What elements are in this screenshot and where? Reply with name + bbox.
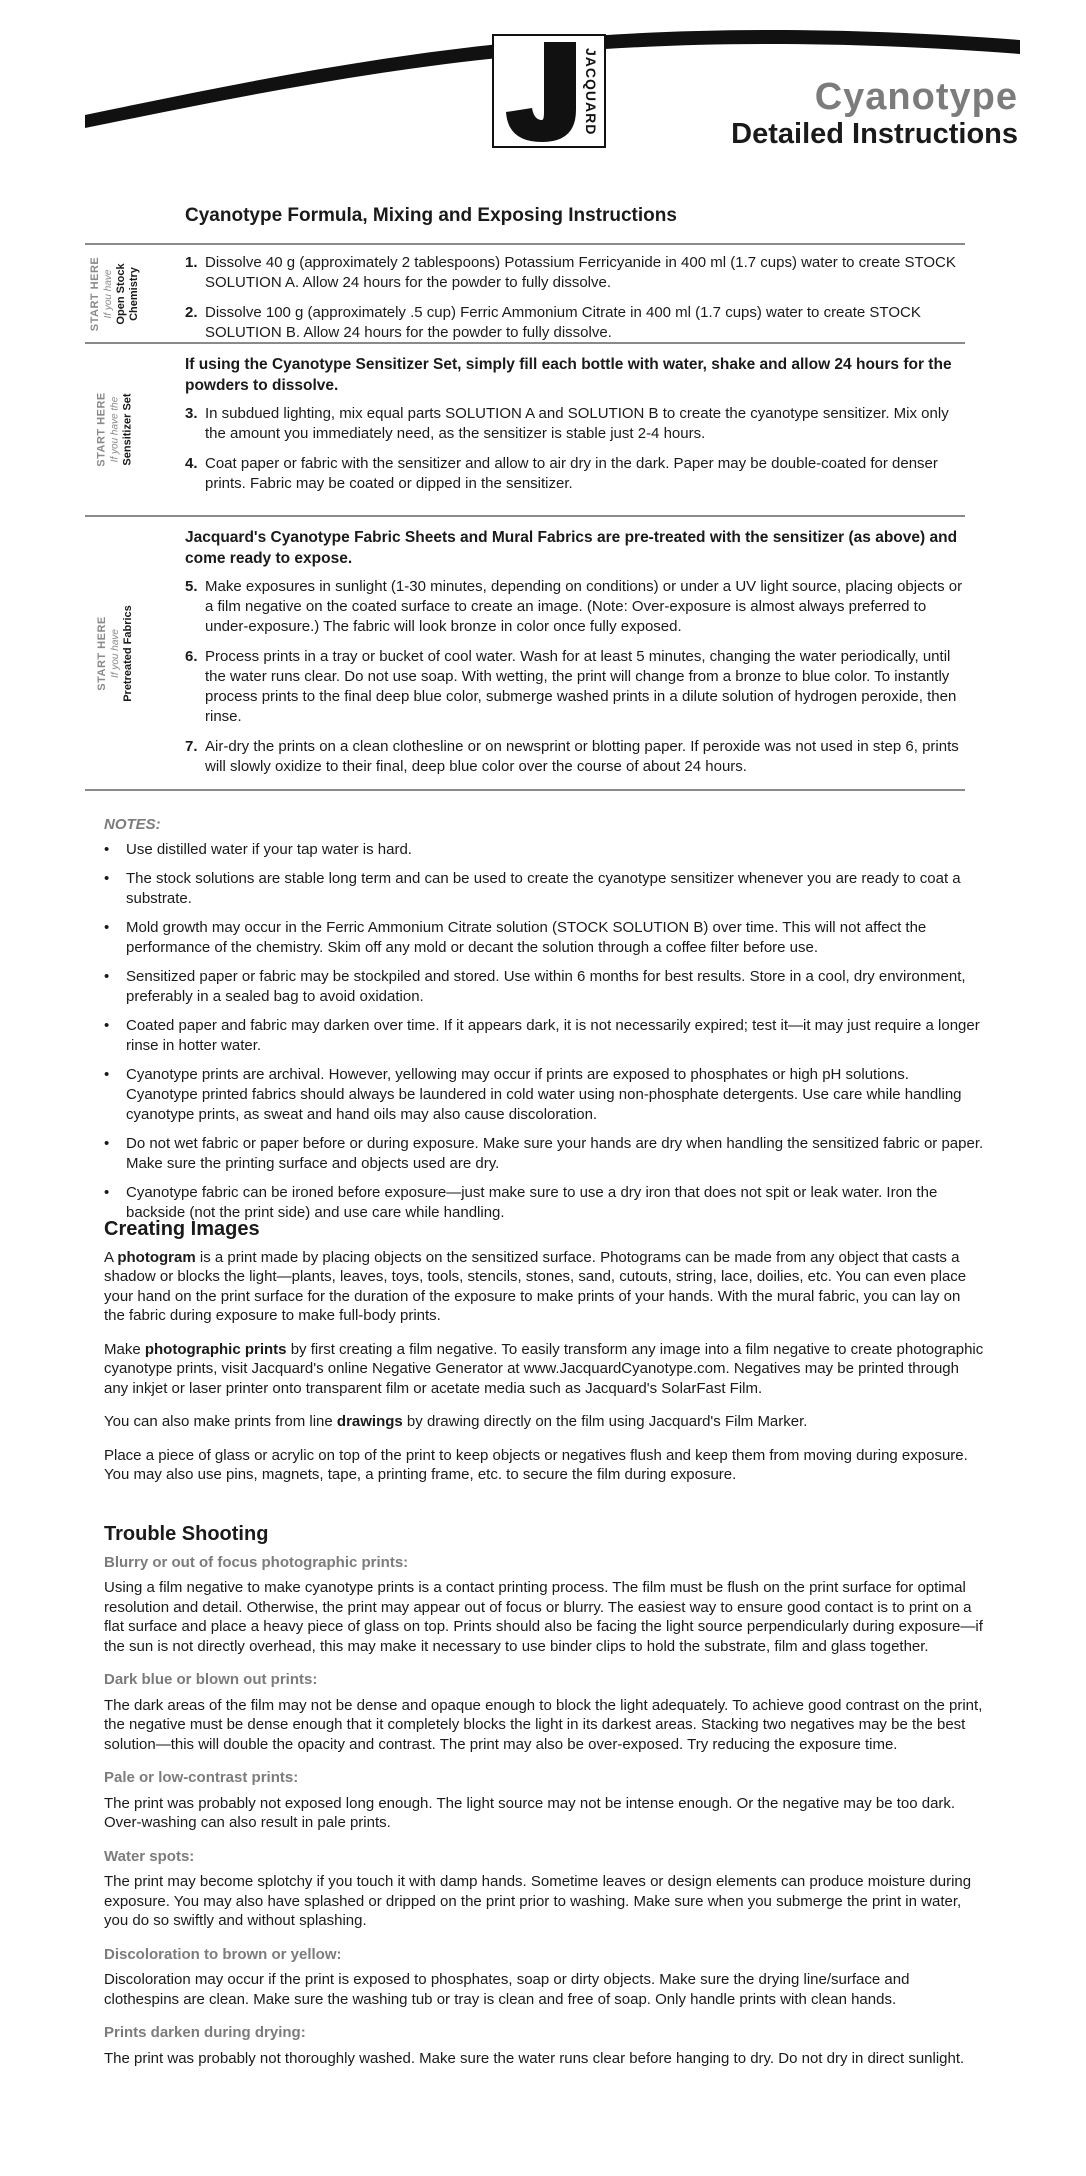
bullet-icon: •	[104, 1135, 110, 1152]
step-number: 5.	[185, 578, 198, 595]
issue-title: Pale or low-contrast prints:	[104, 1769, 299, 1786]
note-item	[104, 840, 984, 860]
note-item	[104, 918, 984, 958]
document-title: Cyanotype	[814, 76, 1018, 118]
bullet-icon: •	[104, 870, 110, 887]
step-text: In subdued lighting, mix equal parts SOLUTION A and SOLUTION B to create the cyanotype sensitizer. Mix only the amount you immediately need, as the sensitizer is stable just 2-4 hours.	[205, 405, 949, 442]
j-letter-logo-mark	[504, 42, 578, 142]
issue-title: Dark blue or blown out prints:	[104, 1671, 318, 1688]
bold-term: drawings	[336, 1413, 403, 1430]
note-text: Cyanotype fabric can be ironed before exposure—just make sure to use a dry iron that does not spit or leak water. Iron the backside (not the print side) and use care while handling.	[126, 1184, 938, 1221]
side-label-top: START HERE	[95, 392, 108, 467]
creating-images-section	[104, 1220, 984, 1499]
bullet-icon: •	[104, 919, 110, 936]
brand-wordmark: JACQUARD	[583, 48, 599, 136]
side-label-top: START HERE	[95, 615, 108, 691]
step-text: Make exposures in sunlight (1-30 minutes, depending on conditions) or under a UV light source, placing objects or a film negative on the coated surface to create an image. (Note: Over-exposure is almost always preferred to under-exposure.) The fabric will look bronze in color once fully exposed.	[205, 578, 963, 635]
paragraph	[104, 1340, 984, 1399]
step-item	[185, 253, 965, 293]
side-label-mid: If you have	[109, 628, 121, 678]
issue-text: The print may become splotchy if you touch it with damp hands. Sometime leaves or design elements can produce moisture during exposure. You may also have splashed or dripped on the print prior to washing. Make sure when you submerge the print in water, you do so swiftly and without splashing.	[104, 1873, 972, 1929]
section-lead: If using the Cyanotype Sensitizer Set, simply fill each bottle with water, shake and allow 24 hours for the powders to dissolve.	[185, 356, 952, 394]
step-text: Process prints in a tray or bucket of cool water. Wash for at least 5 minutes, changing the water periodically, until the water runs clear. Do not use soap. With wetting, the print will change from a bronze to blue color. To instantly process prints to the final deep blue color, submerge washed prints in a dilute solution of hydrogen peroxide, then rinse.	[205, 648, 957, 725]
note-item	[104, 1183, 984, 1223]
note-text: Use distilled water if your tap water is hard.	[126, 841, 412, 858]
creating-images-heading: Creating Images	[104, 1218, 260, 1240]
issue-title: Water spots:	[104, 1847, 195, 1865]
step-number: 6.	[185, 648, 198, 665]
note-text: Cyanotype prints are archival. However, yellowing may occur if prints are exposed to phosphates or high pH solutions. Cyanotype printed fabrics should always be laundered in cold water using non-phosphate detergents. Use care while handling cyanotype prints, as sweat and hand oils may also cause discoloration.	[126, 1066, 962, 1123]
step-number: 1.	[185, 254, 198, 271]
step-number: 7.	[185, 738, 198, 755]
side-label	[85, 344, 145, 515]
note-text: Coated paper and fabric may darken over time. If it appears dark, it is not necessarily expired; test it—it may just require a longer rinse in hotter water.	[126, 1017, 980, 1054]
bullet-icon: •	[104, 968, 110, 985]
paragraph: Place a piece of glass or acrylic on top of the print to keep objects or negatives flush and keep them from moving during exposure. You may also use pins, magnets, tape, a printing frame, etc. to secure the film during exposure.	[104, 1446, 968, 1483]
side-label	[85, 245, 145, 342]
note-text: The stock solutions are stable long term and can be used to create the cyanotype sensitizer whenever you are ready to coat a substrate.	[126, 870, 961, 907]
text: by first creating a film negative. To easily transform any image into a film negative to create photographic cyanotype prints, visit Jacquard's online Negative Generator at www.JacquardCyanotype.com. Negatives may be printed through any inkjet or laser printer onto transparent film or acetate media such as Jacquard's SolarFast Film.	[104, 1340, 984, 1397]
notes-heading: NOTES:	[104, 816, 161, 833]
note-item	[104, 1134, 984, 1174]
side-label-mid: If you have	[103, 269, 114, 318]
note-item	[104, 869, 984, 909]
note-text: Mold growth may occur in the Ferric Ammonium Citrate solution (STOCK SOLUTION B) over time. This will not affect the performance of the chemistry. Skim off any mold or decant the solution through a coffee filter before use.	[126, 919, 927, 956]
side-label-mid: If you have the	[109, 396, 121, 463]
step-item	[185, 647, 965, 727]
paragraph	[104, 1248, 984, 1326]
paragraph	[104, 1412, 984, 1432]
step-item	[185, 577, 965, 637]
side-label-bottom: Sensitizer Set	[121, 393, 134, 466]
issue-text: The dark areas of the film may not be dense and opaque enough to block the light adequately. To achieve good contrast on the print, the negative must be dense enough that it completely blocks the light in its darkest areas. Stacking two negatives may be the best solution—this will double the opacity and contrast. The print may also be over-exposed. Try reducing the exposure time.	[104, 1696, 983, 1753]
side-label-bottom: Pretreated Fabrics	[121, 604, 134, 702]
issue-title: Blurry or out of focus photographic prints:	[104, 1553, 409, 1571]
note-text: Sensitized paper or fabric may be stockpiled and stored. Use within 6 months for best results. Store in a cool, dry environment, preferably in a sealed bag to avoid oxidation.	[126, 968, 966, 1005]
step-item	[185, 404, 965, 444]
jacquard-logo	[492, 34, 606, 148]
side-label-bottom: Open Stock	[115, 262, 127, 325]
bullet-icon: •	[104, 1184, 110, 1201]
bullet-icon: •	[104, 1066, 110, 1083]
step-number: 2.	[185, 304, 198, 321]
issue-title: Prints darken during drying:	[104, 2024, 306, 2041]
bold-term: photogram	[117, 1248, 196, 1266]
bullet-icon: •	[104, 841, 110, 858]
step-item	[185, 454, 965, 494]
step-text: Air-dry the prints on a clean clothesline or on newsprint or blotting paper. If peroxide was not used in step 6, prints will slowly oxidize to their final, deep blue color over the course of about 24 hours.	[205, 738, 959, 775]
bold-term: photographic prints	[144, 1340, 287, 1358]
issue-title: Discoloration to brown or yellow:	[104, 1945, 342, 1963]
text: is a print made by placing objects on the sensitized surface. Photograms can be made from any object that casts a shadow or blocks the light—plants, leaves, toys, tools, stencils, stones, sand, cutouts, string, lace, doilies, etc. You can even place your hand on the print surface for the duration of the exposure to make prints of your hands. With the mural fabric, you can lay on the fabric during exposure to make full-body prints.	[104, 1248, 967, 1324]
step-text: Coat paper or fabric with the sensitizer and allow to air dry in the dark. Paper may be double-coated for denser prints. Fabric may be coated or dipped in the sensitizer.	[205, 455, 938, 492]
trouble-shooting-heading: Trouble Shooting	[104, 1523, 269, 1545]
note-item	[104, 1016, 984, 1056]
section-lead: Jacquard's Cyanotype Fabric Sheets and Mural Fabrics are pre-treated with the sensitizer (as above) and come ready to expose.	[185, 529, 958, 567]
issue-text: Discoloration may occur if the print is exposed to phosphates, soap or dirty objects. Make sure the drying line/surface and clothespins are clean. Make sure the washing tub or tray is clean and free of soap. Only handle prints with clean hands.	[104, 1971, 910, 2008]
note-item	[104, 967, 984, 1007]
bullet-icon: •	[104, 1017, 110, 1034]
text: A	[104, 1248, 118, 1266]
section-open-stock	[85, 243, 965, 342]
trouble-shooting-section	[104, 1525, 984, 2082]
section-pretreated-fabrics	[85, 515, 965, 791]
text: by drawing directly on the film using Jacquard's Film Marker.	[402, 1413, 808, 1430]
issue-text: The print was probably not exposed long enough. The light source may not be intense enough. Or the negative may be too dark. Over-washing can also result in pale prints.	[104, 1794, 956, 1831]
header	[0, 0, 1086, 175]
document-subtitle: Detailed Instructions	[731, 118, 1018, 150]
instructions-block	[85, 205, 965, 791]
step-number: 3.	[185, 405, 198, 422]
step-item	[185, 737, 965, 777]
text: Make	[104, 1340, 145, 1358]
step-number: 4.	[185, 455, 198, 472]
note-item	[104, 1065, 984, 1125]
step-text: Dissolve 100 g (approximately .5 cup) Ferric Ammonium Citrate in 400 ml (1.7 cups) water to create STOCK SOLUTION B. Allow 24 hours for the powder to fully dissolve.	[205, 304, 921, 341]
section-sensitizer-set	[85, 342, 965, 515]
step-text: Dissolve 40 g (approximately 2 tablespoons) Potassium Ferricyanide in 400 ml (1.7 cups) water to create STOCK SOLUTION A. Allow 24 hours for the powder to fully dissolve.	[205, 254, 956, 291]
text: You can also make prints from line	[104, 1413, 337, 1430]
side-label	[85, 517, 145, 789]
issue-text: Using a film negative to make cyanotype prints is a contact printing process. The film must be flush on the print surface for optimal resolution and detail. Otherwise, the print may appear out of focus or blurry. The easiest way to ensure good contact is to print on a flat surface and place a heavy piece of glass on top. Prints should also be facing the light source perpendicularly during exposure—if the sun is not directly overhead, this may make it necessary to use binder clips to hold the substrate, film and glass together.	[104, 1579, 983, 1655]
step-item	[185, 303, 965, 343]
side-label-top: START HERE	[89, 256, 101, 331]
side-label-bottom: Chemistry	[128, 266, 140, 321]
issue-text: The print was probably not thoroughly washed. Make sure the water runs clear before hanging to dry. Do not dry in direct sunlight.	[104, 2049, 965, 2067]
formula-title: Cyanotype Formula, Mixing and Exposing Instructions	[185, 205, 677, 226]
notes-section	[104, 815, 984, 1232]
note-text: Do not wet fabric or paper before or during exposure. Make sure your hands are dry when handling the sensitized fabric or paper. Make sure the printing surface and objects used are dry.	[126, 1135, 984, 1172]
